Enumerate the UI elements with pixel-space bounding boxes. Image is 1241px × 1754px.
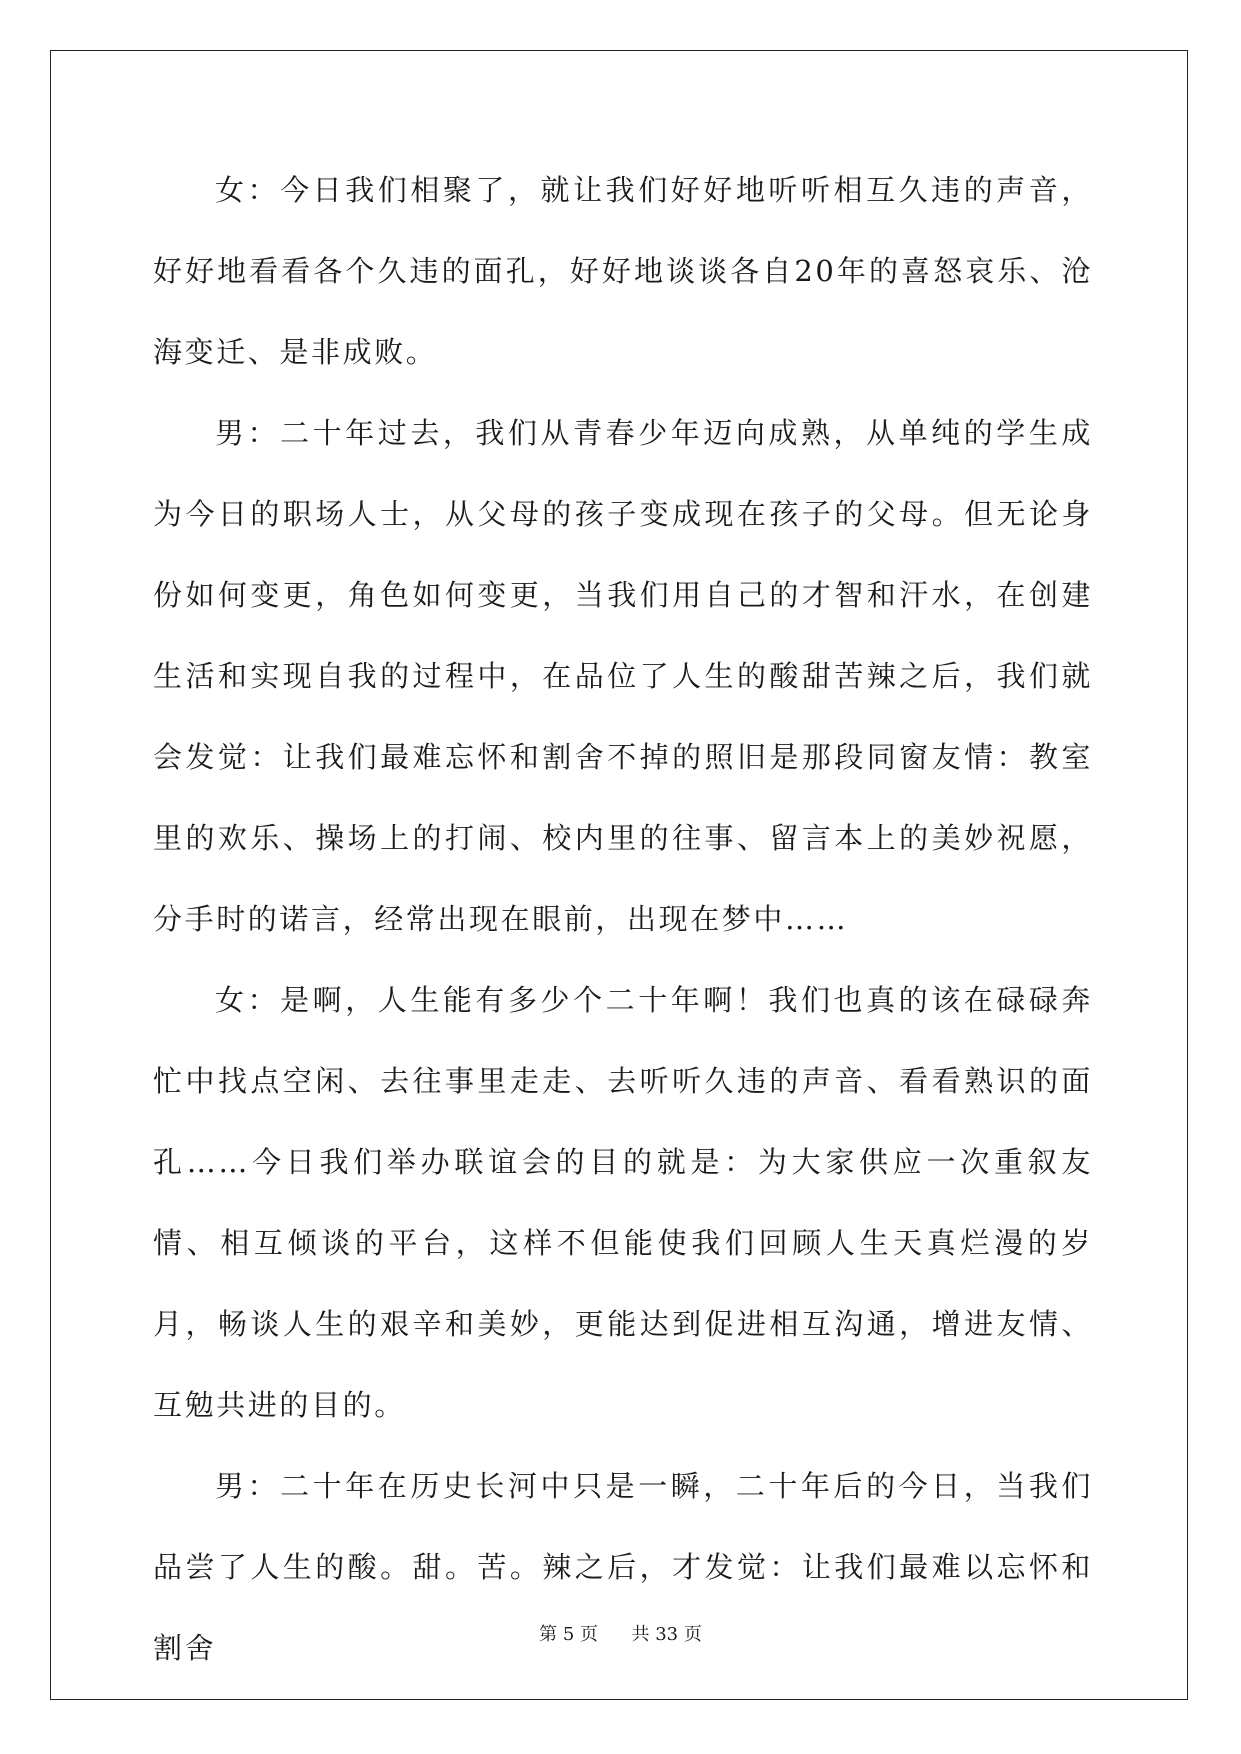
page-number: 第 5 页 xyxy=(539,1624,599,1645)
page-total: 共 33 页 xyxy=(631,1624,702,1645)
paragraph-male-1: 男：二十年过去，我们从青春少年迈向成熟，从单纯的学生成为今日的职场人士，从父母的孩子变成现在孩子的父母。但无论身份如何变更，角色如何变更，当我们用自己的才智和汗水，在创建生活和实现自我的过程中，在品位了人生的酸甜苦辣之后，我们就会发觉：让我们最难忘怀和割舍不掉的照旧是那段同窗友情：教室里的欢乐、操场上的打闹、校内里的往事、留言本上的美妙祝愿，分手时的诺言，经常出现在眼前，出现在梦中…… xyxy=(153,416,1093,936)
paragraph-female-1: 女：今日我们相聚了，就让我们好好地听听相互久违的声音，好好地看看各个久违的面孔，好好地谈谈各自20年的喜怒哀乐、沧海变迁、是非成败。 xyxy=(153,173,1093,369)
paragraph-male-2: 男：二十年在历史长河中只是一瞬，二十年后的今日，当我们品尝了人生的酸。甜。苦。辣之后，才发觉：让我们最难以忘怀和割舍 xyxy=(153,1469,1093,1665)
document-body xyxy=(153,150,1093,1689)
paragraph-female-2: 女：是啊，人生能有多少个二十年啊！我们也真的该在碌碌奔忙中找点空闲、去往事里走走、去听听久违的声音、看看熟识的面孔……今日我们举办联谊会的目的就是：为大家供应一次重叙友情、相互倾谈的平台，这样不但能使我们回顾人生天真烂漫的岁月，畅谈人生的艰辛和美妙，更能达到促进相互沟通，增进友情、互勉共进的目的。 xyxy=(153,983,1093,1422)
page-footer xyxy=(0,1620,1241,1646)
